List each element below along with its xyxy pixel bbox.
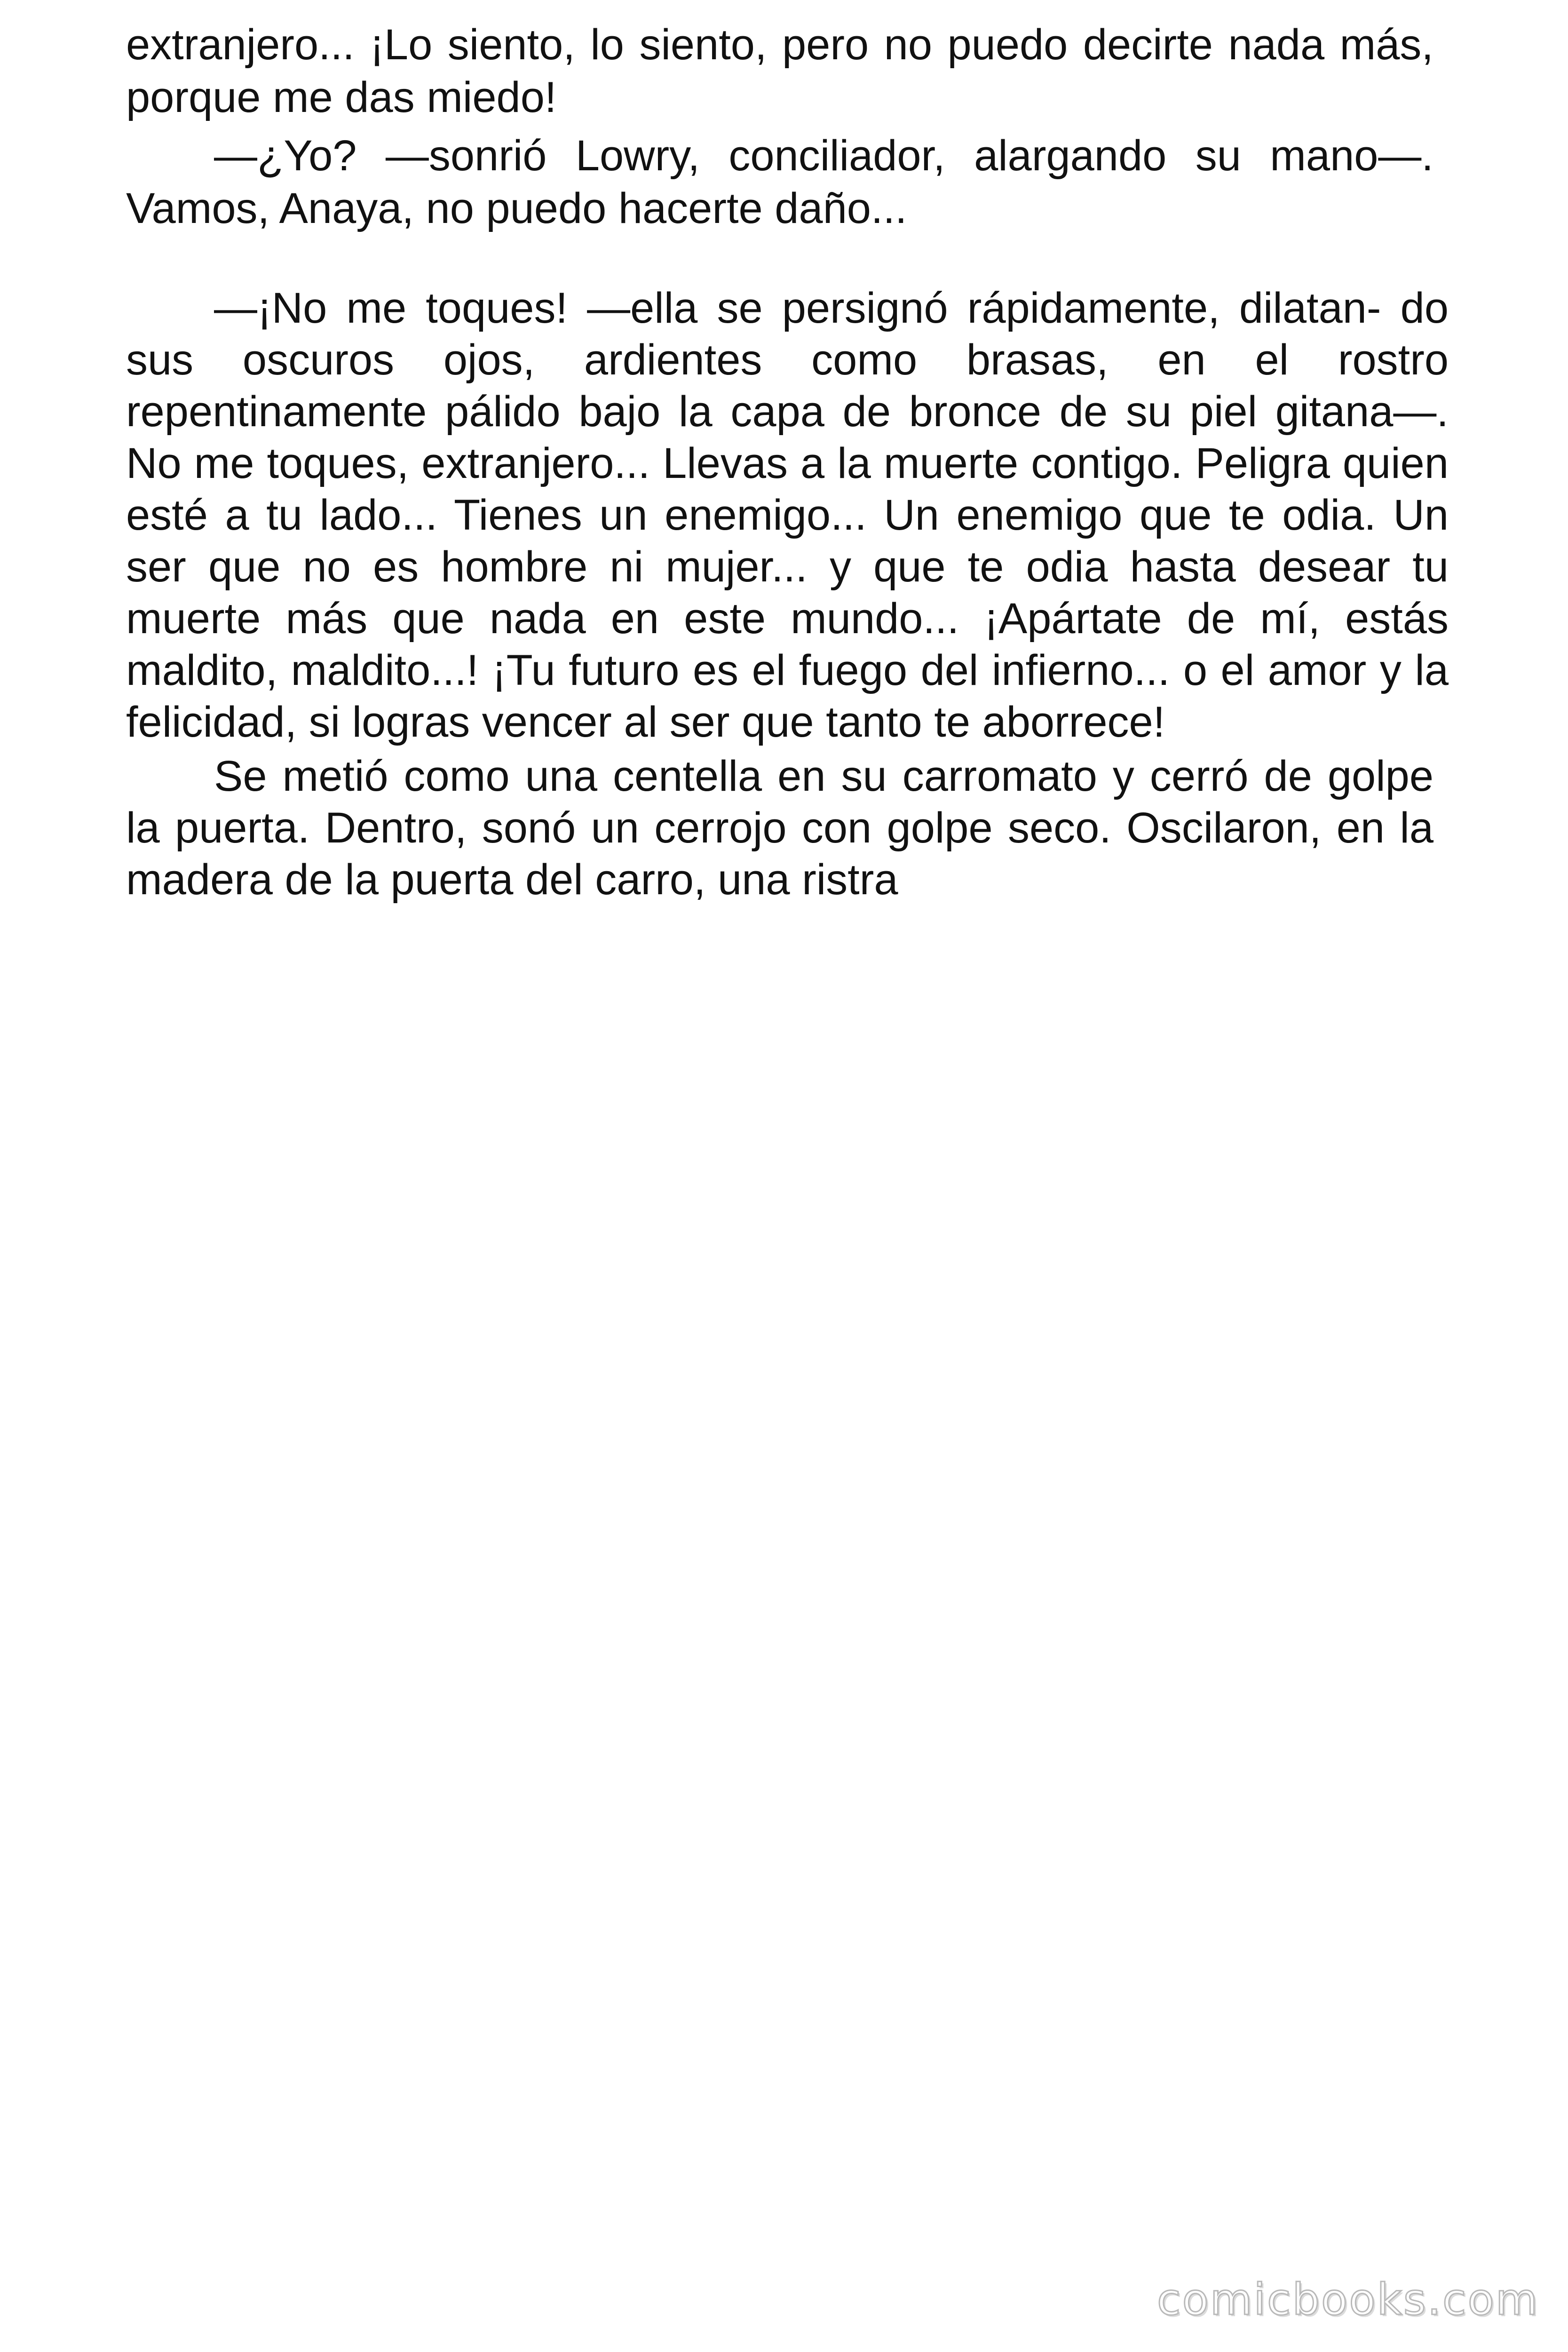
line-text: porque me das miedo! bbox=[126, 73, 557, 121]
watermark-logo: comicbooks.com bbox=[1157, 2274, 1539, 2325]
line-text: —¿Yo? —sonrió Lowry, conciliador, alargando su mano—. bbox=[214, 132, 1433, 180]
line-text: ser que no es hombre ni mujer... y que te odia hasta desear tu bbox=[126, 543, 1449, 591]
line-text: Se metió como una centella en su carromato y cerró de golpe bbox=[214, 752, 1433, 800]
line-text: madera de la puerta del carro, una ristra bbox=[126, 856, 898, 904]
line-text: felicidad, si logras vencer al ser que tanto te aborrece! bbox=[126, 698, 1165, 746]
line-text: maldito, maldito...! ¡Tu futuro es el fuego del infierno... o el amor y la bbox=[126, 646, 1449, 694]
line-text: muerte más que nada en este mundo... ¡Apártate de mí, estás bbox=[126, 595, 1449, 643]
line-text: esté a tu lado... Tienes un enemigo... Un enemigo que te odia. Un bbox=[126, 491, 1449, 539]
line-text: extranjero... ¡Lo siento, lo siento, pero no puedo decirte nada más, bbox=[126, 21, 1433, 69]
line-text: la puerta. Dentro, sonó un cerrojo con golpe seco. Oscilaron, en la bbox=[126, 804, 1433, 852]
line-text: Vamos, Anaya, no puedo hacerte daño... bbox=[126, 184, 907, 232]
line-text: repentinamente pálido bajo la capa de bronce de su piel gitana—. bbox=[126, 388, 1449, 436]
line-text: —¡No me toques! —ella se persignó rápidamente, dilatan- do bbox=[214, 284, 1449, 332]
line-text: No me toques, extranjero... Llevas a la muerte contigo. Peligra quien bbox=[126, 439, 1449, 487]
line-text: sus oscuros ojos, ardientes como brasas, en el rostro bbox=[126, 336, 1449, 384]
